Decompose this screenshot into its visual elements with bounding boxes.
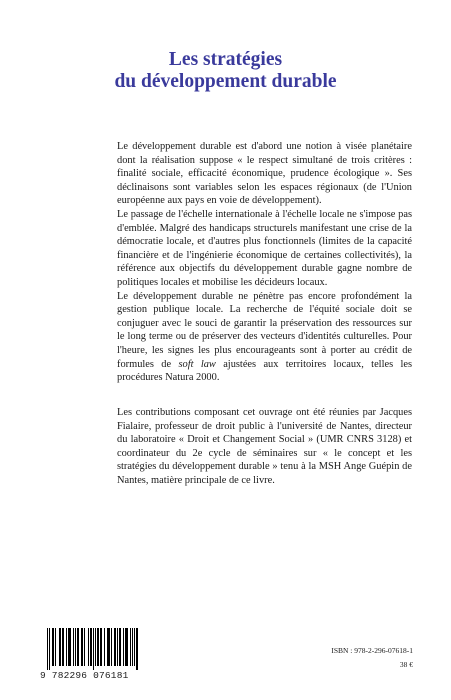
- barcode-bar: [120, 628, 121, 666]
- barcode-bar: [111, 628, 112, 666]
- barcode-bar: [73, 628, 74, 666]
- price: 38 €: [399, 660, 413, 669]
- summary-paragraph-3: [117, 290, 412, 385]
- barcode-bar: [136, 628, 137, 670]
- title-line-2: du développement durable: [114, 71, 337, 92]
- title-line-1: Les stratégies: [168, 49, 283, 70]
- barcode-bar: [49, 628, 50, 670]
- barcode-bar: [137, 628, 138, 670]
- isbn: ISBN : 978-2-296-07618-1: [331, 646, 413, 655]
- barcode-bar: [53, 628, 54, 666]
- barcode-bar: [47, 628, 48, 670]
- summary-paragraph-3-end: ajustées aux territoires locaux, telles les procédures Natura 2000.: [117, 358, 412, 384]
- barcode-bar: [123, 628, 124, 666]
- barcode-bar: [59, 628, 60, 666]
- barcode-bar: [78, 628, 79, 666]
- summary-paragraph-3-start: Le développement durable ne pénètre pas encore profondément la gestion publique locale. La recherche de l'équité sociale doit se conjuguer avec le souci de garantir la préservation des ressources sur le long terme ou de préserver des vecteurs d'identités culturelles. Pour l'heure, les signes les plus encourageants sont à porter au crédit de formules de: [117, 290, 412, 370]
- summary-paragraph-1: Le développement durable est d'abord une notion à visée planétaire dont la réalisation suppose « le respect simultané de trois critères : finalité sociale, efficacité économique, prudence écologique ». Ses déclinaisons sont variables selon les espaces régionaux (de l'Union européenne aux pays en voie de développement).: [117, 141, 412, 207]
- barcode-bar: [91, 628, 92, 666]
- barcode-bar: [81, 628, 82, 666]
- barcode-bar: [90, 628, 91, 666]
- soft-law-term: soft law: [178, 358, 216, 370]
- summary-text: [117, 140, 412, 385]
- contributors-text: [117, 406, 412, 488]
- barcode: [40, 628, 140, 681]
- barcode-bar: [132, 628, 133, 666]
- summary-paragraph-2: Le passage de l'échelle internationale à l'échelle locale ne s'impose pas d'emblée. Malgré des handicaps structurels manifestant une crise de la démocratie locale, et d'autres plus fonctionnels (limites de la capacité financière et de l'ingénierie économique de certaines collectivités), la référence aux objectifs du développement durable gagne nombre de politiques locales et mobilise les décideurs locaux.: [117, 208, 412, 288]
- barcode-bar: [69, 628, 70, 666]
- barcode-bar: [114, 628, 115, 666]
- barcode-bar: [126, 628, 127, 666]
- barcode-bar: [117, 628, 118, 666]
- barcode-digits: 9 782296 076181: [40, 670, 129, 681]
- barcode-bar: [95, 628, 96, 666]
- barcode-bar: [115, 628, 116, 666]
- barcode-bar: [109, 628, 110, 666]
- barcode-bar: [97, 628, 98, 666]
- barcode-bar: [66, 628, 67, 666]
- barcode-bar: [134, 628, 135, 666]
- barcode-bar: [62, 628, 63, 666]
- barcode-bar: [84, 628, 85, 666]
- barcode-bar: [55, 628, 56, 666]
- barcode-bar: [88, 628, 89, 666]
- barcode-bars: [47, 628, 139, 670]
- contributors-paragraph: Les contributions composant cet ouvrage ont été réunies par Jacques Fialaire, professeur de droit public à l'université de Nantes, directeur du laboratoire « Droit et Changement Social » (UMR CNRS 3128) et coordinateur du 2e cycle de séminaires sur « le concept et les stratégies du développement durable » tenu à la MSH Ange Guépin de Nantes, matière principale de ce livre.: [117, 407, 412, 486]
- barcode-bar: [104, 628, 105, 666]
- barcode-bar: [125, 628, 126, 666]
- barcode-bar: [101, 628, 102, 666]
- barcode-bar: [70, 628, 71, 666]
- barcode-bar: [107, 628, 108, 666]
- barcode-bar: [108, 628, 109, 666]
- barcode-bar: [100, 628, 101, 666]
- barcode-bar: [52, 628, 53, 666]
- barcode-bar: [127, 628, 128, 666]
- barcode-bar: [98, 628, 99, 666]
- barcode-bar: [130, 628, 131, 666]
- barcode-bar: [93, 628, 94, 670]
- barcode-bar: [75, 628, 76, 666]
- barcode-bar: [63, 628, 64, 666]
- barcode-bar: [77, 628, 78, 666]
- barcode-bar: [60, 628, 61, 666]
- barcode-bar: [82, 628, 83, 666]
- barcode-bar: [68, 628, 69, 666]
- barcode-bar: [119, 628, 120, 666]
